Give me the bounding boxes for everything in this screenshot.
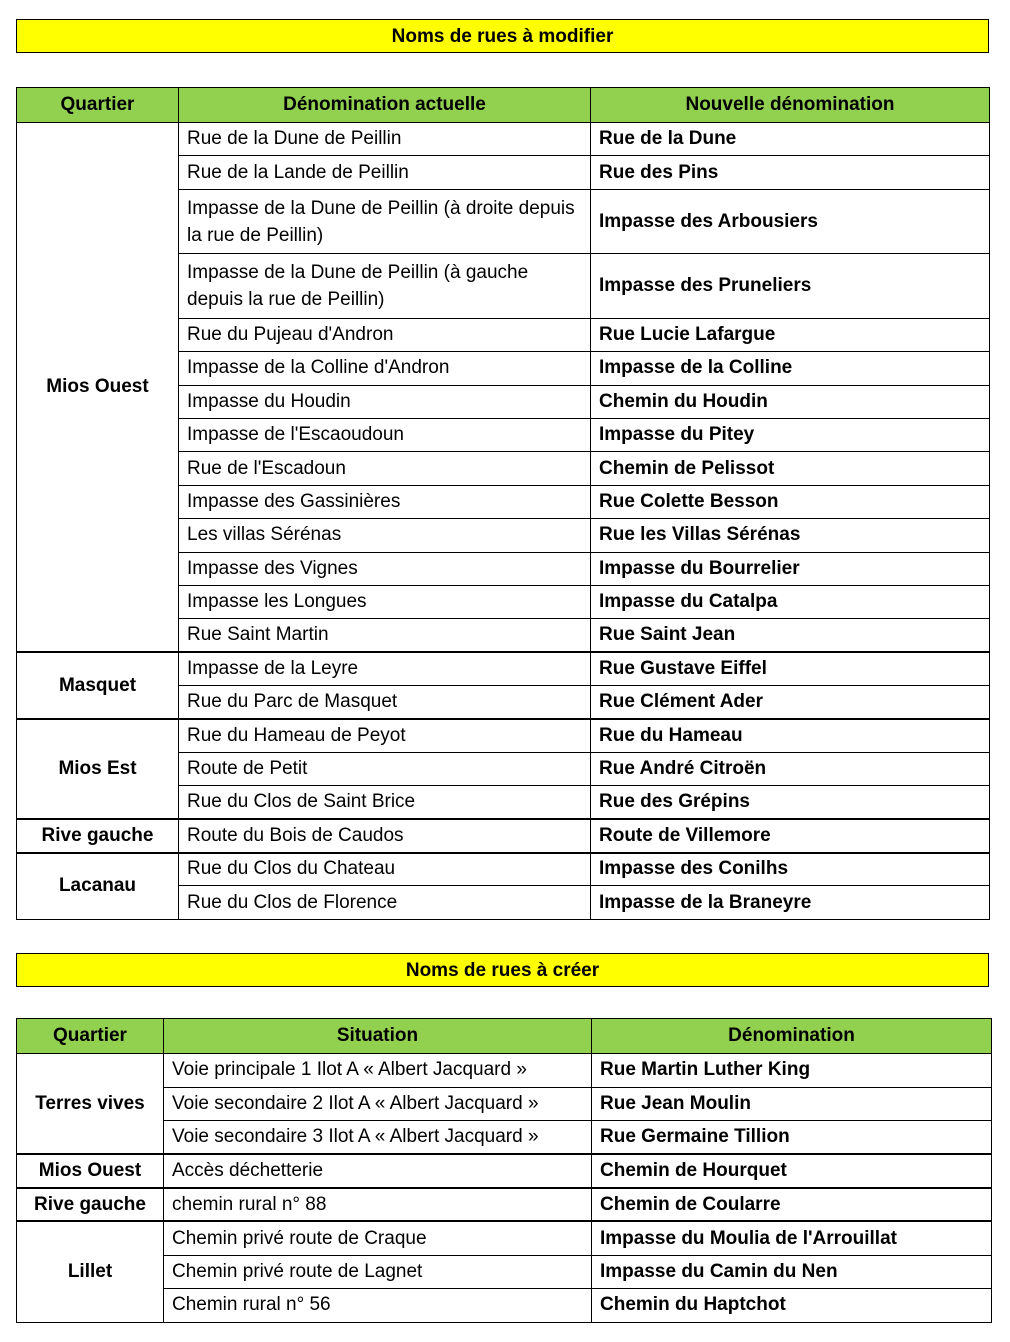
current-name-cell: Rue du Hameau de Peyot [179, 719, 591, 752]
table-row [17, 1154, 992, 1188]
current-name-cell: Impasse de l'Escaoudoun [179, 418, 591, 451]
section-title-create: Noms de rues à créer [16, 953, 989, 987]
new-name-cell: Rue du Hameau [591, 719, 990, 752]
new-name-cell: Impasse du Pitey [591, 418, 990, 451]
quartier-cell: Terres vives [17, 1054, 164, 1155]
new-name-cell: Impasse des Arbousiers [591, 189, 990, 254]
situation-cell: chemin rural n° 88 [164, 1188, 592, 1222]
current-name-cell: Rue Saint Martin [179, 619, 591, 652]
denomination-cell: Impasse du Moulia de l'Arrouillat [592, 1221, 992, 1255]
current-name-cell: Impasse des Gassinières [179, 485, 591, 518]
new-name-cell: Impasse des Conilhs [591, 853, 990, 886]
new-name-cell: Rue de la Dune [591, 123, 990, 156]
current-name-cell: Rue du Clos du Chateau [179, 853, 591, 886]
table-row [17, 1255, 992, 1289]
quartier-cell: Rive gauche [17, 819, 179, 852]
table-row [17, 819, 990, 852]
quartier-cell: Masquet [17, 652, 179, 719]
current-name-cell: Rue du Clos de Saint Brice [179, 786, 591, 819]
situation-cell: Voie principale 1 Ilot A « Albert Jacquard » [164, 1054, 592, 1088]
new-name-cell: Impasse du Bourrelier [591, 552, 990, 585]
new-name-cell: Rue Lucie Lafargue [591, 318, 990, 351]
current-name-cell: Impasse de la Colline d'Andron [179, 352, 591, 385]
new-name-cell: Impasse de la Braneyre [591, 886, 990, 919]
quartier-cell: Mios Est [17, 719, 179, 819]
column-header-situation: Situation [164, 1019, 592, 1054]
current-name-cell: Rue de l'Escadoun [179, 452, 591, 485]
current-name-cell: Impasse du Houdin [179, 385, 591, 418]
quartier-cell: Mios Ouest [17, 1154, 164, 1188]
table-row [17, 1087, 992, 1121]
quartier-cell: Rive gauche [17, 1188, 164, 1222]
new-name-cell: Rue Saint Jean [591, 619, 990, 652]
current-name-cell: Impasse de la Dune de Peillin (à gauche depuis la rue de Peillin) [179, 254, 591, 319]
denomination-cell: Rue Jean Moulin [592, 1087, 992, 1121]
denomination-cell: Chemin de Coularre [592, 1188, 992, 1222]
current-name-cell: Rue de la Dune de Peillin [179, 123, 591, 156]
current-name-cell: Rue du Pujeau d'Andron [179, 318, 591, 351]
table-row [17, 1221, 992, 1255]
current-name-cell: Impasse de la Dune de Peillin (à droite depuis la rue de Peillin) [179, 189, 591, 254]
current-name-cell: Impasse des Vignes [179, 552, 591, 585]
column-header-quartier: Quartier [17, 1019, 164, 1054]
new-name-cell: Rue Colette Besson [591, 485, 990, 518]
quartier-cell: Lacanau [17, 853, 179, 920]
table-row [17, 1188, 992, 1222]
current-name-cell: Impasse les Longues [179, 585, 591, 618]
new-name-cell: Rue Clément Ader [591, 686, 990, 719]
current-name-cell: Rue du Clos de Florence [179, 886, 591, 919]
new-name-cell: Impasse du Catalpa [591, 585, 990, 618]
section-title-modify: Noms de rues à modifier [16, 19, 989, 53]
column-header-denomination: Dénomination [592, 1019, 992, 1054]
table-row [17, 123, 990, 156]
new-name-cell: Chemin de Pelissot [591, 452, 990, 485]
situation-cell: Chemin rural n° 56 [164, 1289, 592, 1323]
denomination-cell: Chemin de Hourquet [592, 1154, 992, 1188]
current-name-cell: Les villas Sérénas [179, 519, 591, 552]
new-name-cell: Rue Gustave Eiffel [591, 652, 990, 685]
new-name-cell: Rue des Grépins [591, 786, 990, 819]
denomination-cell: Rue Germaine Tillion [592, 1121, 992, 1155]
situation-cell: Voie secondaire 2 Ilot A « Albert Jacquard » [164, 1087, 592, 1121]
streets-to-modify-table [16, 87, 990, 920]
quartier-cell: Lillet [17, 1221, 164, 1322]
denomination-cell: Impasse du Camin du Nen [592, 1255, 992, 1289]
new-name-cell: Impasse de la Colline [591, 352, 990, 385]
situation-cell: Accès déchetterie [164, 1154, 592, 1188]
quartier-cell: Mios Ouest [17, 123, 179, 653]
column-header-quartier: Quartier [17, 88, 179, 123]
table-row [17, 1289, 992, 1323]
new-name-cell: Route de Villemore [591, 819, 990, 852]
column-header-current-name: Dénomination actuelle [179, 88, 591, 123]
new-name-cell: Chemin du Houdin [591, 385, 990, 418]
situation-cell: Voie secondaire 3 Ilot A « Albert Jacquard » [164, 1121, 592, 1155]
new-name-cell: Impasse des Pruneliers [591, 254, 990, 319]
table-row [17, 1054, 992, 1088]
situation-cell: Chemin privé route de Craque [164, 1221, 592, 1255]
current-name-cell: Rue de la Lande de Peillin [179, 156, 591, 189]
denomination-cell: Chemin du Haptchot [592, 1289, 992, 1323]
situation-cell: Chemin privé route de Lagnet [164, 1255, 592, 1289]
table-row [17, 652, 990, 685]
denomination-cell: Rue Martin Luther King [592, 1054, 992, 1088]
column-header-new-name: Nouvelle dénomination [591, 88, 990, 123]
new-name-cell: Rue André Citroën [591, 752, 990, 785]
current-name-cell: Rue du Parc de Masquet [179, 686, 591, 719]
current-name-cell: Impasse de la Leyre [179, 652, 591, 685]
streets-to-create-table [16, 1018, 992, 1323]
current-name-cell: Route de Petit [179, 752, 591, 785]
new-name-cell: Rue les Villas Sérénas [591, 519, 990, 552]
table-row [17, 719, 990, 752]
current-name-cell: Route du Bois de Caudos [179, 819, 591, 852]
new-name-cell: Rue des Pins [591, 156, 990, 189]
table-row [17, 853, 990, 886]
table-row [17, 1121, 992, 1155]
